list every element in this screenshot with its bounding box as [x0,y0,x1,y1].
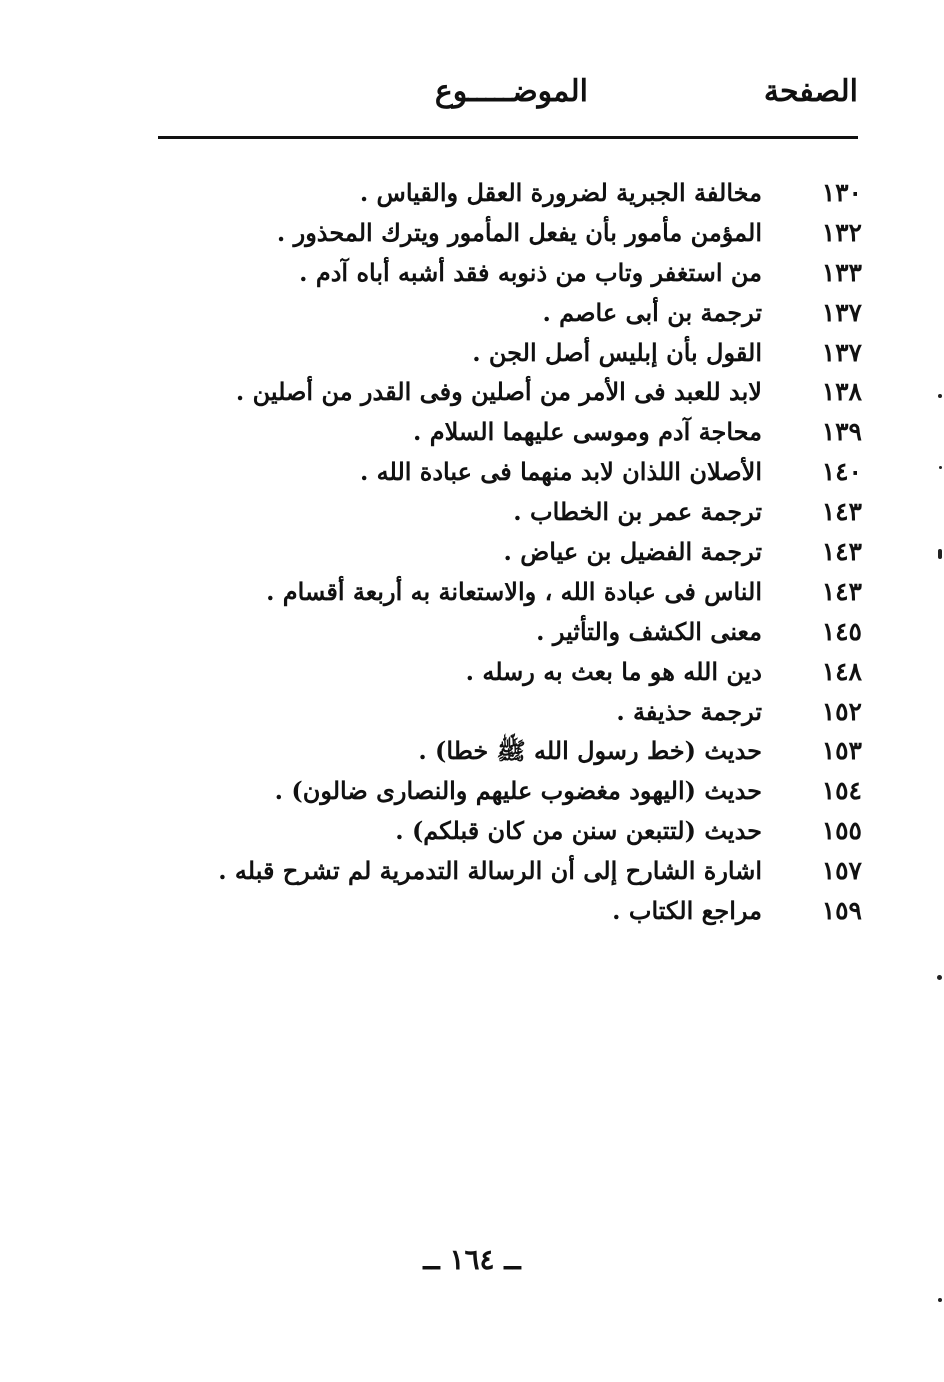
header-divider [158,136,858,139]
toc-entry [200,657,862,697]
toc-entry-page: ١٤٨ [821,656,862,686]
toc-entry-page: ١٥٧ [821,856,862,886]
toc-entry-page: ١٥٢ [821,696,862,726]
toc-entry [200,577,862,617]
toc-entry-page: ١٤٠ [821,457,862,487]
toc-entry-title: حديث (لتتبعن سنن من كان قبلكم) . [395,816,762,846]
toc-entry [200,697,862,737]
toc-entry [200,338,862,378]
toc-entry-title: حديث (اليهود مغضوب عليهم والنصارى ضالون) . [274,776,762,806]
toc-entry-page: ١٣٠ [821,178,862,207]
toc-entry [200,178,862,218]
toc-entry-page: ١٤٣ [821,497,862,527]
toc-header [158,74,858,120]
toc-entry-page: ١٣٨ [821,377,862,407]
toc-entry [200,617,862,657]
scan-speck [938,394,942,398]
table-of-contents [200,178,862,936]
toc-entry-title: اشارة الشارح إلى أن الرسالة التدمرية لم تشرح قبله . [218,856,762,886]
toc-entry-title: مخالفة الجبرية لضرورة العقل والقياس . [359,178,762,207]
toc-entry-title: ترجمة عمر بن الخطاب . [513,497,762,527]
toc-entry-page: ١٤٣ [821,537,862,567]
toc-entry-title: المؤمن مأمور بأن يفعل المأمور ويترك المحذور . [276,217,762,247]
toc-entry-title: مراجع الكتاب . [612,896,762,926]
toc-entry-page: ١٥٩ [821,896,862,926]
toc-entry [200,218,862,258]
toc-entry-page: ١٣٩ [821,417,862,447]
toc-entry-title: ترجمة الفضيل بن عياض . [503,537,762,567]
toc-entry [200,258,862,298]
toc-entry-title: الناس فى عبادة الله ، والاستعانة به أربعة أقسام . [266,576,762,606]
toc-entry [200,497,862,537]
toc-entry-page: ١٣٧ [821,337,862,367]
toc-entry-title: ترجمة بن أبى عاصم . [542,297,762,327]
toc-entry [200,856,862,896]
toc-entry-title: دين الله هو ما بعث به رسله . [465,656,762,686]
toc-entry-title: لابد للعبد فى الأمر من أصلين وفى القدر من أصلين . [235,377,762,407]
toc-entry-title: حديث (خط رسول الله ﷺ خطا) . [418,736,762,766]
toc-entry [200,457,862,497]
toc-entry [200,816,862,856]
toc-entry-page: ١٤٣ [821,576,862,606]
toc-entry-page: ١٣٧ [821,297,862,327]
toc-entry-title: من استغفر وتاب من ذنوبه فقد أشبه أباه آدم . [299,257,762,287]
scan-speck [938,1298,942,1302]
toc-entry-page: ١٥٤ [821,776,862,806]
toc-entry [200,736,862,776]
toc-entry [200,896,862,936]
toc-entry-page: ١٣٣ [821,257,862,287]
scan-speck [939,466,942,469]
toc-entry-page: ١٤٥ [821,616,862,646]
toc-entry-title: محاجة آدم وموسى عليهما السلام . [413,417,762,447]
toc-entry-page: ١٣٢ [821,217,862,247]
scan-speck [937,975,942,980]
toc-entry-title: الأصلان اللذان لابد منهما فى عبادة الله . [359,457,762,487]
toc-entry [200,377,862,417]
toc-entry [200,417,862,457]
toc-entry [200,776,862,816]
toc-entry-title: ترجمة حذيفة . [616,696,762,726]
toc-entry-page: ١٥٣ [821,736,862,766]
scan-speck [938,549,942,559]
page-column-heading: الصفحة [763,74,858,109]
toc-entry-page: ١٥٥ [821,816,862,846]
toc-entry [200,298,862,338]
toc-entry-title: معنى الكشف والتأثير . [536,616,762,646]
page-number: ــ ١٦٤ ــ [423,1243,521,1276]
toc-entry-title: القول بأن إبليس أصل الجن . [472,337,762,367]
toc-entry [200,537,862,577]
topic-column-heading: الموضـــــوع [434,74,588,109]
